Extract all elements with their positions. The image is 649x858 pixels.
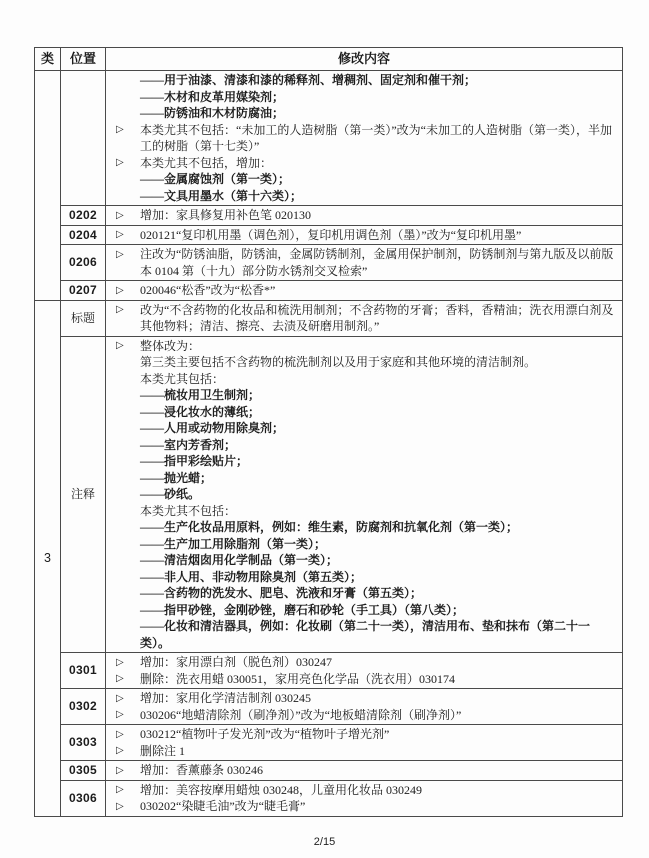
content-line-bullet: ▷ 030206“地蜡清除剂（刷净剂）”改为“地板蜡清除剂（刷净剂）” <box>116 707 462 722</box>
content-line-dash: ——抛光蜡； <box>140 470 213 485</box>
content-line-bullet: ▷ 增加：家用漂白剂（脱色剂）030247 <box>116 655 333 669</box>
arrow-bullet-icon: ▷ <box>116 709 124 720</box>
content-cell <box>106 653 623 689</box>
arrow-bullet-icon: ▷ <box>116 248 124 260</box>
content-line-dash: ——防锈油和木材防腐油； <box>140 106 285 120</box>
position-cell: 0206 <box>61 245 106 281</box>
position-cell: 0202 <box>61 206 106 226</box>
arrow-bullet-icon: ▷ <box>116 745 124 756</box>
header-content: 修改内容 <box>106 48 623 71</box>
table-row <box>35 281 623 301</box>
content-line-bullet: ▷ 改为“不含药物的化妆品和梳洗用制剂；不含药物的牙膏；香料，香精油；洗衣用漂白剂及其他物料；清洁、擦亮、去渍及研磨用制剂。” <box>116 302 614 333</box>
table-row <box>35 336 623 653</box>
arrow-bullet-icon: ▷ <box>116 764 124 776</box>
content-line-bullet: ▷ 注改为“防锈油脂，防锈油，金属防锈制剂，金属用保护制剂，防锈制剂与第九版及以前版本 0104 第（十九）部分防水锈剂交叉检索” <box>116 247 614 278</box>
content-cell <box>106 725 623 761</box>
content-line-dash: ——用于油漆、清漆和漆的稀释剂、增稠剂、固定剂和催干剂； <box>140 73 477 87</box>
position-cell: 注释 <box>61 336 106 653</box>
content-line-bullet: ▷ 本类尤其不包括：“未加工的人造树脂（第一类）”改为“未加工的人造树脂（第一类），半加工的树脂（第十七类）” <box>116 122 612 153</box>
class-cell <box>35 71 61 301</box>
content-line-dash: ——人用或动物用除臭剂； <box>140 421 285 435</box>
content-line-plain: 第三类主要包括不含药物的梳洗制剂以及用于家庭和其他环境的清洁制剂。 <box>140 355 537 369</box>
position-cell: 0305 <box>61 761 106 781</box>
content-cell <box>106 780 623 816</box>
content-line-bullet: ▷ 删除：洗衣用蜡 030051，家用亮色化学品（洗衣用）030174 <box>116 671 456 686</box>
content-cell <box>106 689 623 725</box>
class-cell: 3 <box>35 300 61 816</box>
page-number: 2/15 <box>313 836 336 848</box>
content-line-dash: ——浸化妆水的薄纸； <box>140 404 261 419</box>
header-class: 类 <box>35 48 61 71</box>
content-cell <box>106 225 623 245</box>
content-line-plain: 本类尤其不包括： <box>140 503 237 518</box>
arrow-bullet-icon: ▷ <box>116 728 124 740</box>
table-row <box>35 245 623 281</box>
content-line-dash: ——生产化妆品用原料，例如：维生素，防腐剂和抗氧化剂（第一类）； <box>140 520 519 534</box>
content-line-dash: ——室内芳香剂； <box>140 437 237 452</box>
table-row <box>35 725 623 761</box>
table-row <box>35 780 623 816</box>
content-line-dash: ——指甲彩绘贴片； <box>140 454 249 468</box>
content-line-bullet: ▷ 本类尤其不包括，增加： <box>116 155 273 170</box>
table-row <box>35 71 623 206</box>
content-line-dash: ——砂纸。 <box>140 487 201 501</box>
content-line-bullet: ▷ 增加：香薰藤条 030246 <box>116 763 264 777</box>
arrow-bullet-icon: ▷ <box>116 784 124 795</box>
content-line-dash: ——金属腐蚀剂（第一类）； <box>140 172 291 186</box>
content-line-dash: ——生产加工用除脂剂（第一类）； <box>140 536 327 551</box>
content-line-bullet: ▷ 增加：家用化学清洁制剂 030245 <box>116 691 312 705</box>
content-cell <box>106 300 623 336</box>
content-line-bullet: ▷ 增加：家具修复用补色笔 020130 <box>116 208 312 222</box>
table-body <box>35 71 623 817</box>
content-line-bullet: ▷ 整体改为： <box>116 338 201 353</box>
arrow-bullet-icon: ▷ <box>116 229 124 240</box>
content-line-dash: ——含药物的洗发水、肥皂、洗液和牙膏（第五类）； <box>140 586 423 600</box>
position-cell: 0306 <box>61 780 106 816</box>
arrow-bullet-icon: ▷ <box>116 304 124 315</box>
content-line-dash: ——文具用墨水（第十六类）； <box>140 188 303 203</box>
content-line-bullet: ▷ 030212“植物叶子发光剂”改为“植物叶子增光剂” <box>116 727 390 741</box>
content-line-bullet: ▷ 删除注 1 <box>116 743 186 758</box>
arrow-bullet-icon: ▷ <box>116 157 124 168</box>
modification-table <box>34 47 623 817</box>
position-cell: 0204 <box>61 225 106 245</box>
position-cell: 标题 <box>61 300 106 336</box>
table-row <box>35 653 623 689</box>
content-cell <box>106 761 623 781</box>
position-cell: 0207 <box>61 281 106 301</box>
arrow-bullet-icon: ▷ <box>116 692 124 704</box>
arrow-bullet-icon: ▷ <box>116 124 124 135</box>
position-cell <box>61 71 106 206</box>
position-cell: 0302 <box>61 689 106 725</box>
content-line-dash: ——化妆和清洁器具，例如：化妆刷（第二十一类），清洁用布、垫和抹布（第二十一类）。 <box>140 619 591 650</box>
content-line-dash: ——非人用、非动物用除臭剂（第五类）； <box>140 569 363 584</box>
content-cell <box>106 245 623 281</box>
content-line-plain: 本类尤其包括： <box>140 371 225 386</box>
content-line-bullet: ▷ 增加：美容按摩用蜡烛 030248，儿童用化妆品 030249 <box>116 782 423 797</box>
content-line-dash: ——清洁烟囱用化学制品（第一类）； <box>140 553 339 567</box>
position-cell: 0301 <box>61 653 106 689</box>
arrow-bullet-icon: ▷ <box>116 209 124 221</box>
arrow-bullet-icon: ▷ <box>116 800 124 812</box>
content-line-dash: ——梳妆用卫生制剂； <box>140 388 261 402</box>
content-line-bullet: ▷ 030202“染睫毛油”改为“睫毛膏” <box>116 799 306 813</box>
table-row <box>35 689 623 725</box>
content-cell <box>106 336 623 653</box>
position-cell: 0303 <box>61 725 106 761</box>
table-row <box>35 761 623 781</box>
arrow-bullet-icon: ▷ <box>116 673 124 684</box>
content-cell <box>106 206 623 226</box>
content-cell <box>106 71 623 206</box>
arrow-bullet-icon: ▷ <box>116 656 124 668</box>
table-header-row <box>35 48 623 71</box>
arrow-bullet-icon: ▷ <box>116 340 124 351</box>
header-position: 位置 <box>61 48 106 71</box>
arrow-bullet-icon: ▷ <box>116 284 124 296</box>
table-row <box>35 300 623 336</box>
content-line-bullet: ▷ 020046“松香”改为“松香*” <box>116 283 276 297</box>
table-row <box>35 225 623 245</box>
content-cell <box>106 281 623 301</box>
table-row <box>35 206 623 226</box>
content-line-dash: ——木材和皮革用媒染剂； <box>140 89 285 104</box>
content-line-dash: ——指甲砂锉，金刚砂锉，磨石和砂轮（手工具）（第八类）； <box>140 602 465 617</box>
content-line-bullet: ▷ 020121“复印机用墨（调色剂），复印机用调色剂（墨）”改为“复印机用墨” <box>116 227 522 242</box>
